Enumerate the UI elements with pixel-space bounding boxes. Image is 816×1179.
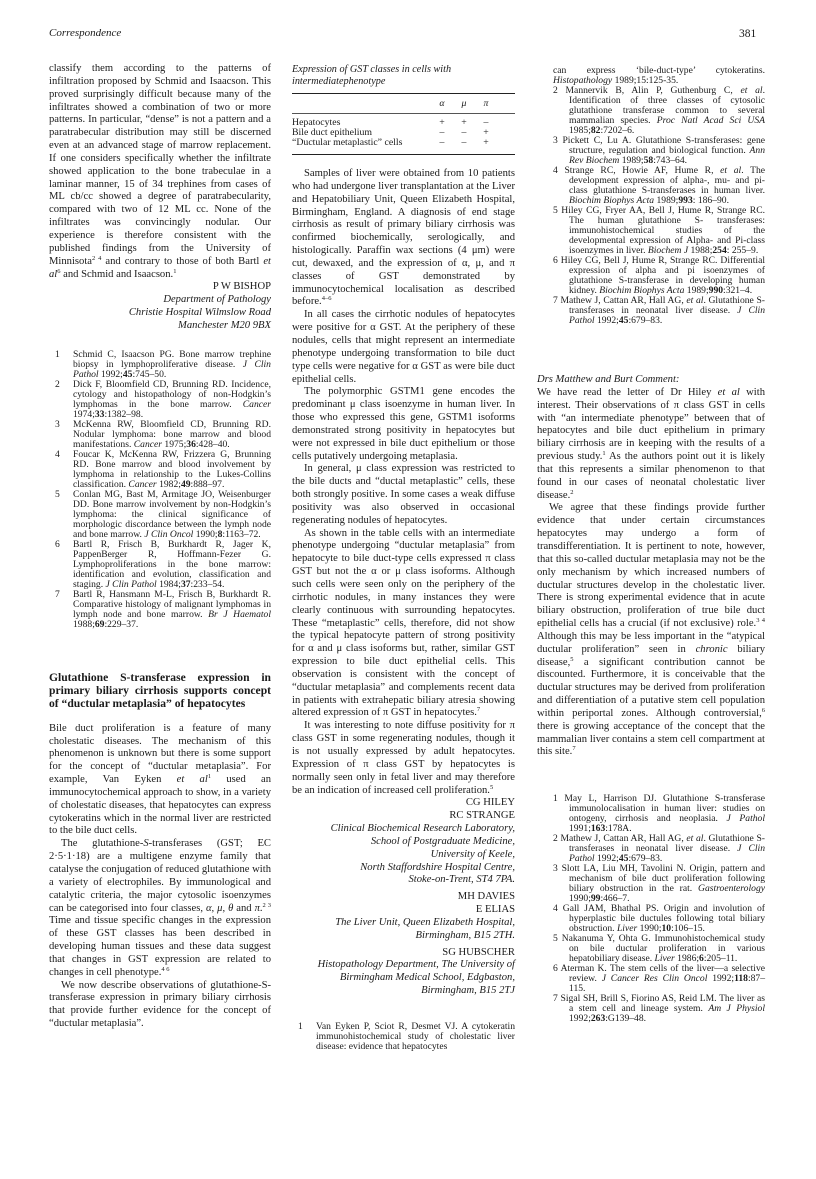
citation-sup: 6 [57,267,61,275]
reference-journal: J Clin Pathol [569,305,765,326]
reference-text: Mathew J, Cattan AR, Hall AG, [560,833,687,845]
reference-text: Foucar K, McKenna RW, Frizzera G, Brunning RD. Bone marrow and blood involvement by lymphoma in relationship to the Lukes-Collins classification. [73,448,271,490]
reference-number: 6 [55,538,60,550]
reference-journal: Biochim Biophys Acta [599,285,685,296]
reference-year: 1992; [569,1013,591,1025]
body-text: As the authors point out it is likely that this represents a similar phenomenon to that found in our cases of neonatal cholestatic liver disease. [537,451,765,501]
reference-text: May L, Harrison DJ. Glutathione S-transferase immunolocalisation in human liver: studies on ontogeny, cirrhosis and neoplasia. [564,793,765,825]
table-spacer [497,114,515,129]
reference-text: Sigal SH, Brill S, Fiorino AS, Reid LM. The liver as a stem cell and lineage system. [560,993,765,1015]
continuation-text: classify them according to the patterns of infiltration proposed by Schmid and Isaacson. This proved surprisingly difficult because many of the infiltrates showed a combination of two or more patterns. In particular, “dense” is not a pattern and a paratrabecular distribution may still be discerned even at an advanced stage of marrow replacement. If one considers specifically whether the infiltrate showed application to the bone trabeculae in a laminar manner, 15 of 34 trephines from cases of ML cb/cc showed a degree of paratrabecularity, compared with two of 12 ML cc. None of the infiltrates was convincingly nodular. Our experience is therefore consistent with the published findings from the University of Minnisota [49,63,271,267]
reference-year: 1990; [193,528,218,540]
body-text: Samples of liver were obtained from 10 patients who had undergone liver transplantation at the Liver and Hepatobiliary Unit, Queen Elizabeth Hospital, Birmingham, England. A diagnosis of end stage cirrhosis as result of primary biliary cirrhosis was confirmed biochemically, serologically, and histologically. Paraffin wax sections (4 μm) were cut, dewaxed, and the expression of α, μ, and π classes of GST demonstrated by immunocytochemical localisation as described before. [292,168,515,308]
reference-item [292,1022,515,1052]
greek-classes: π [254,902,260,914]
reference-volume: 45 [618,853,629,865]
row-label: Bile duct epithelium [292,127,372,138]
author-name: CG HILEY [465,797,515,809]
reference-pages: :679–83. [628,853,663,865]
reference-item [49,490,271,540]
reference-item [49,540,271,590]
reference-year: 1986; [674,953,700,965]
citation-sup: 1 [173,267,177,275]
body-text: used an immunocytochemical approach to show, in a variety of cholestatic diseases, that hepatocytes can express cytokeratins which in the normal liver are restricted to the bile duct cells. [49,774,271,837]
reference-volume: 37 [180,578,191,590]
reference-number: 3 [553,135,558,146]
reference-year: 1989; [619,155,644,166]
reference-journal: Am J Physiol [708,1003,766,1015]
reference-year: 1990; [637,923,662,935]
reference-pages: :G139–48. [605,1013,647,1025]
reference-number: 1 [55,348,60,360]
reference-pages: :745–50. [132,368,167,380]
body-text: with interest. Their observations of π class GST in cells with “an intermediate phenotype” between that of hepatocytes and bile duct epithelium in primary biliary cirrhosis are in keeping with the results of a previous study. [537,386,765,463]
author-address-line: The Liver Unit, Queen Elizabeth Hospital, [335,916,515,928]
reference-volume: 6 [699,953,704,965]
author-name: P W BISHOP [212,281,271,293]
reference-item-continuation [553,66,765,86]
reference-text: Bartl R, Frisch B, Burkhardt R, Jager K, PappenBerger R, Hoffmann-Fezer G. Lymphoproliferations in the bone marrow: identification and evolution, classification and staging. [73,538,271,590]
reference-pages: :87–115. [569,973,765,995]
reference-pages: :743–64. [653,155,688,166]
reference-volume: 118 [734,973,748,985]
reference-pages: :7202–6. [600,125,635,136]
reference-text: Bartl R, Hansmann M-L, Frisch B, Burkhardt R. Comparative histology of malignant lymphomas in lymph node and bone marrow. [73,588,271,620]
reference-volume: 99 [590,893,601,905]
reference-year: 1990; [569,893,591,905]
body-paragraph: The glutathione-S-transferases (GST; EC 2·5·1·18) are a multigene enzyme family that catalyse the conjugation of reduced glutathione with a variety of electrophiles. By immunological and catalytic criteria, the major cytosolic isoenzymes can be categorised into four classes, α, μ, θ and π.$^{2 3}$ Time and tissue specific changes in the expression of these GST classes has been described in developing human tissues and these data suggest that changes in GST expression are related to changes in cell phenotype.$^{4 6}$ [49,838,272,978]
signature-bishop [49,281,271,332]
reference-number: 2 [553,85,558,96]
body-text: The glutathione- [61,838,144,850]
body-text: Bile duct proliferation is a feature of many cholestatic diseases. The mechanism of this phenomenon is unknown but there is some support for the concept of “ductular metaplasia”. For example, Van Eyken [49,722,271,786]
reference-text: Mathew J, Cattan AR, Hall AG, [560,295,687,306]
body-text: It was interesting to note diffuse positivity for π class GST in some regenerating nodules, though it is not usually expressed by adult hepatocytes. Expression of π class GST by hepatocytes is normally seen only in fetal liver and may therefore be an indication of increased cell proliferation. [292,720,515,796]
reference-list-matthew-burt [553,794,765,1024]
reference-item [553,863,766,905]
author-address-line: Birmingham, B15 2TJ [421,985,515,997]
body-text: there is growing acceptance of the concept that the mammalian liver contains a stem cell compartment at this site. [537,720,765,758]
citation-sup: 2 3 [262,901,271,909]
reference-item [49,380,271,420]
reference-year: 1988; [73,618,95,630]
body-paragraph [292,528,515,721]
reference-text: Slott LA, Liu MH, Tavolini N. Origin, pattern and mechanism of bile duct proliferation following biliary obstruction in the rat. [561,863,766,895]
table-header-alpha: α [439,98,445,109]
et-al: et al [176,774,208,786]
table-row [292,138,515,155]
reference-volume: 990 [708,285,724,296]
citation-sup: 5 [570,655,574,663]
reference-journal: J Clin Pathol [73,358,271,380]
citation-sup: 2 4 [91,254,102,262]
signature-hiley-strange [292,797,515,887]
row-label: “Ductular metaplastic” cells [292,137,403,148]
reference-number: 7 [553,993,558,1005]
reference-year: 1989; [684,285,709,296]
reference-number: 2 [55,378,60,390]
citation-sup: 5 [489,783,494,791]
body-paragraph: We now describe observations of glutathione-S-transferase expression in primary biliary cirrhosis that provide further evidence for the concept of “ductular metaplasia”. [49,979,271,1030]
author-address-line: School of Postgraduate Medicine, [370,835,515,847]
reference-number: 7 [553,295,558,306]
cell-mu: – [461,137,467,148]
citation-sup: 6 [761,706,765,714]
reference-volume: 8 [217,528,223,540]
author-name: SG HUBSCHER [442,946,515,958]
author-address-line: Birmingham, B15 2TH. [415,929,515,941]
reference-journal: Histopathology [553,75,613,86]
reference-journal: Ann Rev Biochem [569,145,765,166]
author-name: E ELIAS [475,904,515,916]
signature-davies-elias [292,891,515,942]
reference-number: 7 [55,588,60,600]
table-header-cell [292,94,431,114]
reference-number: 5 [55,488,60,500]
author-address-line: Birmingham Medical School, Edgbaston, [339,972,515,984]
body-text: We agree that these findings provide further evidence that under certain circumstances hepatocytes may undergo a form of transdifferentiation. It is pertinent to note, however, that this so-called ductular metaplasia may not be the only mechanism by which increased numbers of ductular structures develop in the cholestatic liver. There is strong experimental evidence that in acute biliary obstruction, proliferation of true bile duct epithelial cells has a crucial (if not exclusive) role. [537,502,765,630]
table-row [292,114,515,129]
reference-pages: :679–83. [628,315,663,326]
reference-volume: 45 [122,368,133,380]
reference-volume: 58 [643,155,654,166]
reference-year: 1984; [156,578,181,590]
citation-sup: 7 [476,706,481,714]
running-head: Correspondence [49,27,122,39]
reference-year: 1992; [707,973,735,985]
cell-pi: + [483,137,489,148]
reference-text: Nakanuma Y, Ohta G. Immunohistochemical study on bile ductular proliferation in various hepatobiliary disease. [561,933,765,965]
reference-pages: :205–11. [703,953,738,965]
cell-pi: – [483,117,489,128]
continuation-text: and contrary to those of both Bartl [101,255,264,267]
cell-alpha: + [439,117,445,128]
citation-sup: 7 [572,745,576,753]
reference-number: 4 [553,903,558,915]
body-text: Time and tissue specific changes in the expression of these GST classes has been described in developing human tissues and these data suggest that changes in GST expression are related to changes in cell phenotype. [49,915,271,978]
reference-number: 5 [553,933,558,945]
reference-pages: :229–37. [104,618,139,630]
table-header-mu: μ [461,98,467,109]
citation-sup: 3 4 [756,617,765,625]
author-name: MH DAVIES [457,891,515,903]
comment-body [537,387,765,759]
body-paragraph [537,502,765,759]
citation-sup: 2 [570,488,574,496]
body-paragraph [292,168,515,309]
reference-number: 2 [553,833,558,845]
reference-text: Hiley CG, Fryer AA, Bell J, Hume R, Strange RC. The human glutathione S- transferases: immunohistochemical studies of the developmental expression of Alpha- and Pi-class isoenzymes in liver. [561,205,765,256]
reference-pages: 1989;15:125-35. [612,75,679,86]
reference-pages: :428–40. [195,438,230,450]
reference-item [553,963,765,995]
reference-volume: 33 [94,408,105,420]
reference-pages: : 186–90. [692,195,729,206]
greek-classes: α, μ, θ [205,902,234,914]
cell-mu: + [461,117,467,128]
body-paragraph [49,723,271,839]
cell-alpha: – [439,137,445,148]
reference-year: 1992; [594,315,619,326]
author-address-line: Christie Hospital Wilmslow Road [128,307,271,319]
table-header-pi: π [483,98,489,109]
article-title: Glutathione S-transferase expression in primary biliary cirrhosis supports concept of “ductular metaplasia” of hepatocytes [49,670,271,710]
reference-number: 4 [553,165,558,176]
reference-year: 1974; [73,408,95,420]
reference-number: 6 [553,963,558,975]
reference-text: Dick F, Bloomfield CD, Brunning RD. Incidence, cytology and histopathology of non-Hodgkin’s lymphomas in the bone marrow. [73,378,271,410]
reference-text: Schmid C, Isaacson PG. Bone marrow trephine biopsy in lymphoproliferative disease. [73,348,271,370]
reference-text: Strange RC, Howie AF, Hume R, [564,165,721,176]
reference-item [49,450,271,490]
reference-item [553,85,765,136]
reference-year: 1975; [162,438,187,450]
gst-expression-table [292,93,515,155]
citation-sup: 1 [207,773,212,781]
et-al: et al [740,85,763,96]
reference-journal: Gastroenterology [698,883,765,895]
reference-text: can express ‘bile-duct-type’ cytokeratins. [553,65,765,76]
reference-pages: :888–97. [190,478,225,490]
table-spacer [497,128,515,138]
reference-number: 1 [298,1021,303,1032]
reference-item [553,993,766,1025]
reference-journal: J Clin Pathol [105,578,157,590]
reference-volume: 163 [590,823,606,835]
reference-volume: 82 [590,125,601,136]
reference-volume: 49 [180,478,191,490]
reference-number: 5 [553,205,558,216]
citation-sup: 4–6 [321,295,332,303]
reference-item [553,833,765,865]
reference-list-hiley-continued [553,66,765,326]
comment-heading: Drs Matthew and Burt Comment: [537,374,680,385]
author-address-line: Stoke-on-Trent, ST4 7PA. [408,874,515,886]
reference-volume: 45 [618,315,629,326]
table-title: Expression of GST classes in cells with intermediatephenotype [292,64,452,87]
table-rule-cell [292,155,515,156]
reference-number: 3 [55,418,60,430]
citation-sup: 1 [602,450,606,458]
page-number: 381 [739,28,757,40]
author-address-line: North Staffordshire Hospital Centre, [360,861,515,873]
reference-item [553,135,765,166]
body-text: As shown in the table cells with an intermediate phenotype undergoing “ductular metaplasia” from hepatocyte to bile duct-type cells expressed π class GST but not the α or μ class isoforms. Although such cells were seen only on the periphery of the cirrhotic nodules, in many instances they were clearly continuous with surrounding hepatocytes. These “metaplastic” cells, therefore, did not show the typical hepatocyte pattern of strong positivity for α and μ class isoforms but, rather, similar GST expression to bile duct epithelial cells. This observation is consistent with the concept of “ductular metaplasia” and complements recent data in patients with extrahepatic biliary atresia showing altered expression of π GST in hepatocytes. [292,527,515,719]
reference-volume: 254 [712,245,727,256]
citation-sup: 4 6 [161,965,170,973]
reference-text: . Identification of three classes of cytosolic glutathione transferase common to several mammalian species. [569,85,765,126]
et-al: et al [686,295,704,306]
reference-year: 1991; [569,823,591,835]
reference-item [553,793,766,835]
reference-pages: :178A. [605,823,632,835]
cell-pi: + [483,127,489,138]
reference-pages: :1163–72. [222,528,261,540]
reference-item [553,255,765,296]
body-text: biliary disease, [537,643,765,668]
reference-number: 4 [55,448,60,460]
reference-text: Van Eyken P, Sciot R, Desmet VJ. A cytokeratin immunohistochemical study of cholestatic liver disease: evidence that hepatocytes [316,1021,515,1052]
reference-item [49,350,271,380]
body-text: a significant contribution cannot be discounted. Furthermore, it is conceivable that the ductular structures may be derived from proliferation and differentiation of a putative stem cell population within periportal zones. Although controversial, [537,656,765,719]
reference-item [553,205,765,256]
reference-journal: Liver [616,923,638,935]
body-text: and [233,902,255,914]
reference-year: 1989; [654,195,679,206]
reference-number: 6 [553,255,558,266]
body-paragraph: The polymorphic GSTM1 gene encodes the predominant μ class isoenzyme in human liver. In those who expressed this gene, GSTM1 isoforms demonstrated strong positivity in hepatocytes but were not expressed in bile duct epithelium or those cells putatively undergoing metaplasia. [292,386,515,462]
reference-journal: J Cancer Res Clin Oncol [601,973,708,985]
author-address-line: University of Keele, [430,848,515,860]
reference-text: Hiley CG, Bell J, Hume R, Strange RC. Differential expression of alpha and pi isoenzymes of glutathione S-transferase in developing human kidney. [560,255,765,296]
reference-text: Aterman K. The stem cells of the liver—a selective review. [560,963,765,985]
table-spacer [497,138,515,155]
reference-item [553,165,766,206]
reference-year: 1982; [156,478,181,490]
reference-text: . Glutathione S-transferases in neonatal liver disease. [569,295,765,316]
reference-journal: Biochem J [647,245,689,256]
author-name: RC STRANGE [449,810,515,822]
reference-journal: Cancer [128,478,157,490]
et-al: et al [686,833,704,845]
et-al: et al [717,386,740,398]
reference-pages: :466–7. [600,893,630,905]
reference-journal: J Clin Oncol [144,528,194,540]
left-column [49,63,271,1031]
continuation-text: and Schmid and Isaacson. [60,268,174,280]
reference-journal: Proc Natl Acad Sci USA [656,115,765,126]
emphasis-text: chronic [695,643,728,655]
body-text: S [143,838,149,850]
reference-year: 1992; [594,853,619,865]
cell-alpha: – [439,127,445,138]
author-address-line: Histopathology Department, The University of [317,959,515,971]
author-address-line: Department of Pathology [163,294,271,306]
body-text: We have read the letter of Dr Hiley [537,386,718,398]
reference-text: . Glutathione S-transferases in neonatal liver disease. [569,833,765,855]
middle-column [292,64,515,1052]
reference-text: McKenna RW, Bloomfield CD, Brunning RD. Nodular lymphoma: bone marrow and blood manifestations. [73,418,271,450]
reference-item [553,295,765,326]
reference-journal: Cancer [133,438,162,450]
author-address-line: Manchester M20 9BX [178,319,271,331]
body-paragraph: In general, μ class expression was restricted to the bile ducts and “ductal metaplastic” cells, these both strongly positive. In some cases a weak diffuse positivity was also observed in occasional regenerating nodules of hepatocytes. [292,463,515,526]
reference-item [553,933,765,965]
reference-volume: 69 [94,618,105,630]
reference-item [49,420,271,450]
reference-text: Gall JAM, Bhathal PS. Origin and involution of hyperplastic bile ductules following total biliary obstruction. [562,903,765,935]
reference-volume: 993 [678,195,693,206]
reference-year: 1992; [98,368,123,380]
reference-year: 1985; [569,125,591,136]
reference-volume: 36 [186,438,196,450]
reference-journal: Liver [654,953,675,965]
reference-journal: Biochim Biophys Acta [569,195,655,206]
author-address-line: Clinical Biochemical Research Laboratory, [330,823,515,835]
reference-volume: 10 [661,923,672,935]
reference-number: 3 [553,863,558,875]
reference-journal: Cancer [242,398,271,410]
reference-text: Pickett C, Lu A. Glutathione S-transferases: gene structure, regulation and biological function. [562,135,765,156]
reference-year: 1988; [688,245,713,256]
reference-pages: : 255–9. [726,245,759,256]
reference-text: Mannervik B, Alin P, Guthenburg C, [565,85,741,96]
cell-mu: – [461,127,467,138]
reference-pages: :106–15. [671,923,705,935]
reference-text: Conlan MG, Bast M, Armitage JO, Weisenburger DD. Bone marrow involvement by non-Hodgkin’s lymphoma: the clinical significance of morphologic discordance between the lymph node and bone marrow. [73,488,271,540]
reference-journal: J Pathol [726,813,766,825]
table-bottom-rule [292,155,515,156]
reference-journal: Br J Haematol [208,608,271,620]
reference-pages: :1382–98. [104,408,144,420]
reference-item [553,903,765,935]
table-spacer [497,94,515,114]
right-column [537,65,766,1025]
reference-pages: :321–4. [723,285,753,296]
body-paragraph [292,720,515,797]
reference-list-hiley [292,1022,515,1052]
reference-volume: 263 [590,1013,606,1025]
reference-text: . The development expression of alpha-, mu- and pi-class glutathione S-transferases in human liver. [569,165,766,196]
reference-item [49,590,271,630]
row-label: Hepatocytes [292,117,341,128]
reference-journal: J Clin Pathol [569,843,765,865]
body-paragraph [537,387,765,503]
continuation-paragraph [49,63,271,281]
body-text: -transferases (GST; EC 2·5·1·18) are a multigene enzyme family that catalyse the conjugation of reduced glutathione with a variety of electrophiles. By immunological and catalytic criteria, the major cytosolic isoenzymes can be categorised into four classes, [49,838,272,914]
et-al: et al [49,255,271,280]
reference-pages: :233–54. [190,578,225,590]
et-al: et al [720,165,742,176]
reference-list-bishop [49,350,271,630]
body-paragraph: In all cases the cirrhotic nodules of hepatocytes were positive for α GST. At the periphery of these nodules, cells that might represent an intermediate phenotype undergoing transformation to bile duct type cells were negative for α GST as were bile duct epithelial cells. [292,309,515,385]
body-text: Although this may be less important in the “atypical ductular proliferation” seen in [537,630,765,655]
signature-hubscher [292,947,515,998]
table-header-row [292,94,515,114]
reference-number: 1 [553,793,558,805]
